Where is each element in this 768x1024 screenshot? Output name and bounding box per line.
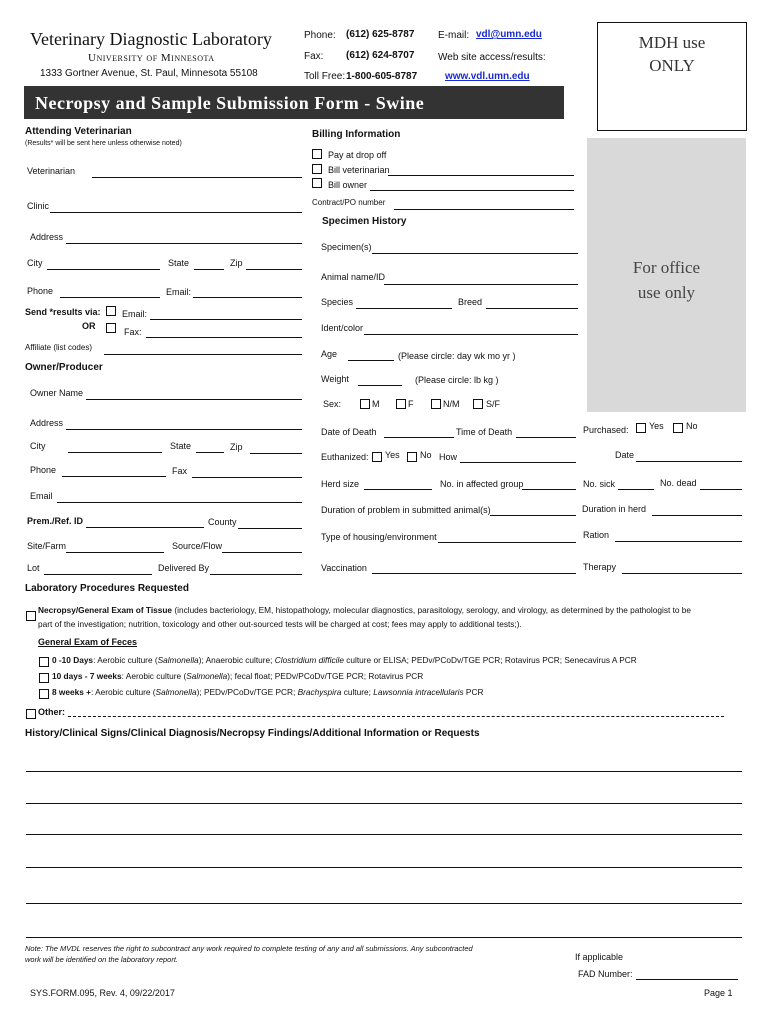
source-label: Source/Flow <box>172 541 223 551</box>
owner-name-field[interactable] <box>86 399 302 400</box>
bill-vet-checkbox[interactable] <box>312 164 322 174</box>
sex-label: Sex: <box>323 399 342 409</box>
owner-email-label: Email <box>30 491 53 501</box>
office-line1: For office <box>632 258 701 277</box>
f2-b: Salmonella <box>186 671 228 681</box>
mdh-line1: MDH use <box>638 33 706 52</box>
date-death-label: Date of Death <box>321 427 377 437</box>
mdh-line2: ONLY <box>649 56 695 75</box>
purchased-no-checkbox[interactable] <box>673 423 683 433</box>
breed-field[interactable] <box>486 308 578 309</box>
how-label: How <box>439 452 458 462</box>
age-label: Age <box>321 349 338 359</box>
owner-email-field[interactable] <box>57 502 302 503</box>
euthanized-no-label: No <box>420 450 432 460</box>
purchase-date-label: Date <box>615 450 635 460</box>
history-line[interactable] <box>26 937 742 938</box>
contract-label: Contract/PO number <box>312 198 386 207</box>
send-email-label: Email: <box>122 309 148 319</box>
bill-owner-field[interactable] <box>370 190 574 191</box>
housing-label: Type of housing/environment <box>321 532 437 542</box>
purchase-date-field[interactable] <box>636 461 742 462</box>
phone-value: (612) 625-8787 <box>346 29 415 40</box>
fad-label: FAD Number: <box>578 969 633 979</box>
vet-note: (Results* will be sent here unless otherwise noted) <box>25 140 182 147</box>
f1-c: ); Anaerobic culture; <box>198 655 275 665</box>
owner-state-field[interactable] <box>196 452 224 453</box>
purchased-no-label: No <box>686 421 698 431</box>
affiliate-label: Affiliate (list codes) <box>25 343 92 352</box>
weight-label: Weight <box>321 374 349 384</box>
other-label: Other: <box>38 707 65 717</box>
send-fax-label: Fax: <box>124 327 142 337</box>
sex-sf-checkbox[interactable] <box>473 399 483 409</box>
affiliate-field[interactable] <box>104 354 302 355</box>
site-label: Site/Farm <box>27 541 67 551</box>
age-field[interactable] <box>348 360 394 361</box>
no-affected-label: No. in affected group <box>440 479 524 489</box>
tollfree-value: 1-800-605-8787 <box>346 71 418 82</box>
send-results-label: Send *results via: <box>25 307 101 317</box>
owner-phone-label: Phone <box>30 465 57 475</box>
euthanized-yes-checkbox[interactable] <box>372 452 382 462</box>
weight-circle: (Please circle: lb kg ) <box>415 375 499 385</box>
vaccination-field[interactable] <box>372 573 576 574</box>
vet-city-field[interactable] <box>47 269 160 270</box>
ration-label: Ration <box>583 530 610 540</box>
euthanized-no-checkbox[interactable] <box>407 452 417 462</box>
history-heading: History/Clinical Signs/Clinical Diagnosis/Necropsy Findings/Additional Information or Requests <box>25 728 480 739</box>
ident-field[interactable] <box>364 334 578 335</box>
species-label: Species <box>321 297 354 307</box>
no-sick-field[interactable] <box>618 489 654 490</box>
county-field[interactable] <box>238 528 302 529</box>
lab-name: Veterinary Diagnostic Laboratory <box>30 29 272 49</box>
f3-g: PCR <box>463 687 484 697</box>
owner-city-field[interactable] <box>68 452 162 453</box>
vet-city-label: City <box>27 258 43 268</box>
send-fax-field[interactable] <box>146 337 302 338</box>
f1-b: Salmonella <box>157 655 199 665</box>
species-field[interactable] <box>356 308 452 309</box>
specimen-heading: Specimen History <box>322 216 407 227</box>
time-death-field[interactable] <box>516 437 576 438</box>
necropsy-line1 <box>38 605 691 615</box>
vet-heading: Attending Veterinarian <box>25 126 132 137</box>
mdh-use-box <box>597 22 747 131</box>
f3-c: ); PEDv/PCoDv/TGE PCR; <box>196 687 298 697</box>
herd-size-label: Herd size <box>321 479 360 489</box>
procedures-heading: Laboratory Procedures Requested <box>25 583 189 594</box>
owner-name-label: Owner Name <box>30 388 84 398</box>
owner-city-label: City <box>30 441 46 451</box>
note-line2: work will be identified on the laboratory report. <box>25 955 178 964</box>
f2-c: ); fecal float; PEDv/PCoDv/TGE PCR; Rotavirus PCR <box>227 671 424 681</box>
delivered-field[interactable] <box>210 574 302 575</box>
duration-problem-label: Duration of problem in submitted animal(s) <box>321 505 491 515</box>
time-death-label: Time of Death <box>456 427 513 437</box>
feces-heading: General Exam of Feces <box>38 637 138 647</box>
owner-fax-field[interactable] <box>192 477 302 478</box>
specimens-label: Specimen(s) <box>321 242 372 252</box>
vet-state-field[interactable] <box>194 269 224 270</box>
or-label: OR <box>82 321 96 331</box>
f3-bold: 8 weeks + <box>52 687 91 697</box>
veterinarian-label: Veterinarian <box>27 166 76 176</box>
no-affected-field[interactable] <box>522 489 576 490</box>
ident-label: Ident/color <box>321 323 364 333</box>
university-name: University of Minnesota <box>88 52 215 64</box>
f2-a: : Aerobic culture ( <box>121 671 187 681</box>
purchased-label: Purchased: <box>583 425 629 435</box>
vet-address-field[interactable] <box>66 243 302 244</box>
bill-owner-checkbox[interactable] <box>312 178 322 188</box>
other-field[interactable] <box>68 716 724 717</box>
owner-zip-field[interactable] <box>250 453 302 454</box>
vet-email-field[interactable] <box>193 297 302 298</box>
purchased-yes-checkbox[interactable] <box>636 423 646 433</box>
email-label: E-mail: <box>438 30 470 41</box>
send-email-field[interactable] <box>150 319 302 320</box>
tollfree-label: Toll Free: <box>304 71 346 82</box>
ration-field[interactable] <box>615 541 742 542</box>
vet-address-label: Address <box>30 232 64 242</box>
date-death-field[interactable] <box>384 437 454 438</box>
page-number: Page 1 <box>704 988 733 998</box>
veterinarian-field[interactable] <box>92 177 302 178</box>
feces-0-10-text <box>52 655 637 665</box>
sex-nm-label: N/M <box>443 399 460 409</box>
note-line1: Note: The MVDL reserves the right to subcontract any work required to complete testing of any and all submissions. Any subcontracted <box>25 944 473 953</box>
f1-e: culture or ELISA; PEDv/PCoDv/TGE PCR; Rotavirus PCR; Senecavirus A PCR <box>343 655 637 665</box>
feces-0-10-checkbox[interactable] <box>39 657 49 667</box>
lot-label: Lot <box>27 563 40 573</box>
duration-problem-field[interactable] <box>490 515 576 516</box>
owner-heading: Owner/Producer <box>25 362 103 373</box>
lot-field[interactable] <box>44 574 152 575</box>
feces-10d-7w-text <box>52 671 423 681</box>
f2-bold: 10 days - 7 weeks <box>52 671 122 681</box>
history-line[interactable] <box>26 771 742 772</box>
other-checkbox[interactable] <box>26 709 36 719</box>
owner-zip-label: Zip <box>230 442 243 452</box>
owner-address-field[interactable] <box>66 429 302 430</box>
age-circle: (Please circle: day wk mo yr ) <box>398 351 516 361</box>
form-title: Necropsy and Sample Submission Form - Swine <box>35 93 425 113</box>
owner-address-label: Address <box>30 418 64 428</box>
fax-label: Fax: <box>304 51 324 62</box>
duration-herd-label: Duration in herd <box>582 504 647 514</box>
county-label: County <box>208 517 237 527</box>
housing-field[interactable] <box>438 542 576 543</box>
no-dead-field[interactable] <box>700 489 742 490</box>
necropsy-title: Necropsy/General Exam of Tissue <box>38 605 173 615</box>
form-id: SYS.FORM.095, Rev. 4, 09/22/2017 <box>30 988 175 998</box>
vet-phone-label: Phone <box>27 286 54 296</box>
f3-f: Lawsonnia intracellularis <box>373 687 464 697</box>
f1-a: : Aerobic culture ( <box>93 655 158 665</box>
website-label: Web site access/results: <box>438 52 546 63</box>
feces-8w-text <box>52 687 483 697</box>
bill-owner-label: Bill owner <box>328 180 368 190</box>
f1-bold: 0 -10 Days <box>52 655 94 665</box>
necropsy-text1: (includes bacteriology, EM, histopathology, molecular diagnostics, parasitology, serology, and virology, as determined by the pathologist to be <box>172 605 692 615</box>
specimens-field[interactable] <box>372 253 578 254</box>
delivered-label: Delivered By <box>158 563 210 573</box>
necropsy-text2: part of the investigation; nutrition, toxicology and other out-sourced tests will be charged at cost; fees may apply to additional tests;). <box>38 619 522 629</box>
euthanized-label: Euthanized: <box>321 452 369 462</box>
vet-state-label: State <box>168 258 190 268</box>
clinic-field[interactable] <box>50 212 302 213</box>
sex-f-label: F <box>408 399 414 409</box>
purchased-yes-label: Yes <box>649 421 664 431</box>
how-field[interactable] <box>460 462 576 463</box>
therapy-label: Therapy <box>583 562 617 572</box>
pay-drop-off-label: Pay at drop off <box>328 150 387 160</box>
f1-d: Clostridium difficile <box>274 655 344 665</box>
sex-nm-checkbox[interactable] <box>431 399 441 409</box>
animal-field[interactable] <box>384 284 578 285</box>
owner-fax-label: Fax <box>172 466 188 476</box>
form-title-bar <box>24 86 564 119</box>
necropsy-checkbox[interactable] <box>26 611 36 621</box>
bill-vet-label: Bill veterinarian <box>328 165 390 175</box>
prem-field[interactable] <box>86 527 204 528</box>
vet-phone-field[interactable] <box>60 297 160 298</box>
office-line2: use only <box>637 283 696 302</box>
sex-m-label: M <box>372 399 380 409</box>
contract-field[interactable] <box>394 209 574 210</box>
vet-zip-field[interactable] <box>246 269 302 270</box>
owner-phone-field[interactable] <box>62 476 166 477</box>
office-use-box <box>587 138 746 412</box>
vaccination-label: Vaccination <box>321 563 367 573</box>
pay-drop-off-checkbox[interactable] <box>312 149 322 159</box>
feces-10d-7w-checkbox[interactable] <box>39 673 49 683</box>
animal-label: Animal name/ID <box>321 272 386 282</box>
history-line[interactable] <box>26 834 742 835</box>
owner-state-label: State <box>170 441 192 451</box>
fax-value: (612) 624-8707 <box>346 50 415 61</box>
bill-vet-field[interactable] <box>388 175 574 176</box>
sex-sf-label: S/F <box>486 399 501 409</box>
no-dead-label: No. dead <box>660 478 697 488</box>
f3-d: Brachyspira <box>297 687 342 697</box>
fad-field[interactable] <box>636 979 738 980</box>
herd-size-field[interactable] <box>364 489 432 490</box>
duration-herd-field[interactable] <box>652 515 742 516</box>
billing-heading: Billing Information <box>312 129 401 140</box>
sex-f-checkbox[interactable] <box>396 399 406 409</box>
send-fax-checkbox[interactable] <box>106 323 116 333</box>
history-line[interactable] <box>26 803 742 804</box>
euthanized-yes-label: Yes <box>385 450 400 460</box>
no-sick-label: No. sick <box>583 479 616 489</box>
site-field[interactable] <box>66 552 164 553</box>
clinic-label: Clinic <box>27 201 50 211</box>
source-field[interactable] <box>222 552 302 553</box>
f3-b: Salmonella <box>155 687 197 697</box>
breed-label: Breed <box>458 297 483 307</box>
sex-m-checkbox[interactable] <box>360 399 370 409</box>
f3-e: culture; <box>341 687 374 697</box>
email-link[interactable]: vdl@umn.edu <box>476 29 542 40</box>
lab-address: 1333 Gortner Avenue, St. Paul, Minnesota 55108 <box>40 68 258 79</box>
f3-a: : Aerobic culture ( <box>90 687 156 697</box>
history-line[interactable] <box>26 903 742 904</box>
website-link[interactable]: www.vdl.umn.edu <box>445 71 530 82</box>
if-applicable-label: If applicable <box>575 952 624 962</box>
history-line[interactable] <box>26 867 742 868</box>
feces-8w-checkbox[interactable] <box>39 689 49 699</box>
therapy-field[interactable] <box>622 573 742 574</box>
vet-email-label: Email: <box>166 287 192 297</box>
vet-zip-label: Zip <box>230 258 243 268</box>
weight-field[interactable] <box>358 385 402 386</box>
prem-label: Prem./Ref. ID <box>27 516 84 526</box>
phone-label: Phone: <box>304 30 336 41</box>
send-email-checkbox[interactable] <box>106 306 116 316</box>
